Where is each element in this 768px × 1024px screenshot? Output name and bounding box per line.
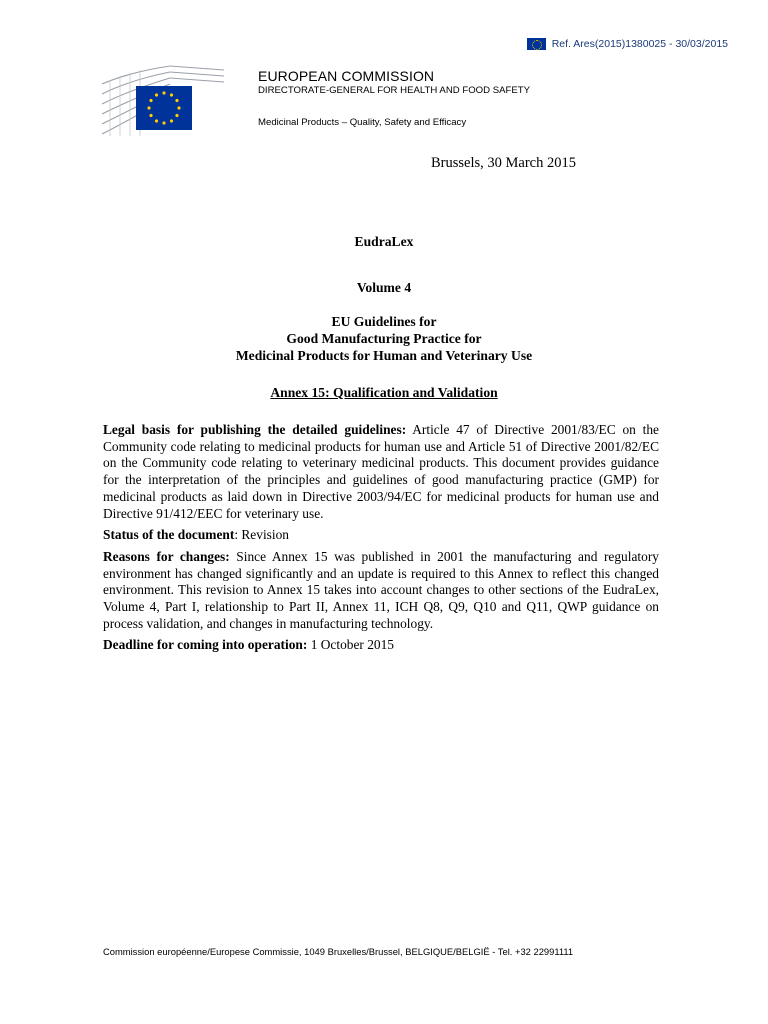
guidelines-title — [0, 313, 768, 364]
legal-basis-label: Legal basis for publishing the detailed guidelines: — [103, 422, 407, 437]
status-label: Status of the document — [103, 527, 235, 543]
document-date: Brussels, 30 March 2015 — [431, 155, 576, 171]
annex-title — [0, 385, 768, 401]
collection-title: EudraLex — [354, 234, 414, 249]
deadline-label: Deadline for coming into operation: — [103, 637, 308, 653]
eu-flag-icon — [527, 38, 546, 50]
footer-address: Commission européenne/Europese Commissie, 1049 Bruxelles/Brussel, BELGIQUE/BELGIË - Tel. +32 22991111 — [103, 946, 574, 957]
document-reference — [527, 38, 728, 50]
european-commission-logo — [100, 62, 226, 138]
directorate-name: DIRECTORATE-GENERAL FOR HEALTH AND FOOD SAFETY — [258, 85, 531, 96]
organization-name: EUROPEAN COMMISSION — [258, 68, 435, 84]
deadline-text: 1 October 2015 — [310, 637, 394, 653]
annex-title-text: Annex 15: Qualification and Validation — [270, 385, 498, 400]
reasons-paragraph — [103, 549, 659, 633]
reasons-label: Reasons for changes: — [103, 548, 230, 564]
reference-text: Ref. Ares(2015)1380025 - 30/03/2015 — [551, 38, 728, 50]
status-text: : Revision — [234, 527, 289, 543]
reasons-text: Since Annex 15 was published in 2001 the manufacturing and regulatory environment has changed significantly and an update is required to this Annex to reflect this changed environment. This revision to Annex 15 takes into account changes to other sections of the EudraLex, Volume 4, Part I, relationship to Part II, Annex 11, ICH Q8, Q9, Q10 and Q11, QWP guidance on process validation, and changes in manufacturing technology. — [103, 548, 659, 631]
guidelines-line-3: Medicinal Products for Human and Veterinary Use — [235, 348, 533, 363]
document-body — [103, 422, 659, 659]
legal-basis-paragraph — [103, 422, 659, 522]
deadline-paragraph — [103, 637, 659, 654]
letterhead — [258, 68, 530, 128]
guidelines-line-2: Good Manufacturing Practice for — [286, 331, 482, 346]
volume-title: Volume 4 — [356, 280, 412, 295]
guidelines-line-1: EU Guidelines for — [331, 314, 437, 329]
status-paragraph — [103, 527, 659, 544]
unit-name: Medicinal Products – Quality, Safety and Efficacy — [258, 117, 467, 128]
legal-basis-text: Article 47 of Directive 2001/83/EC on the Community code relating to medicinal products for human use and Article 51 of Directive 2001/82/EC on the Community code relating to veterinary medicinal products. This document provides guidance for the interpretation of the principles and guidelines of good manufacturing practice (GMP) for medicinal products as laid down in Directive 2003/94/EC for medicinal products for human use and Directive 91/412/EEC for veterinary use. — [103, 422, 660, 521]
